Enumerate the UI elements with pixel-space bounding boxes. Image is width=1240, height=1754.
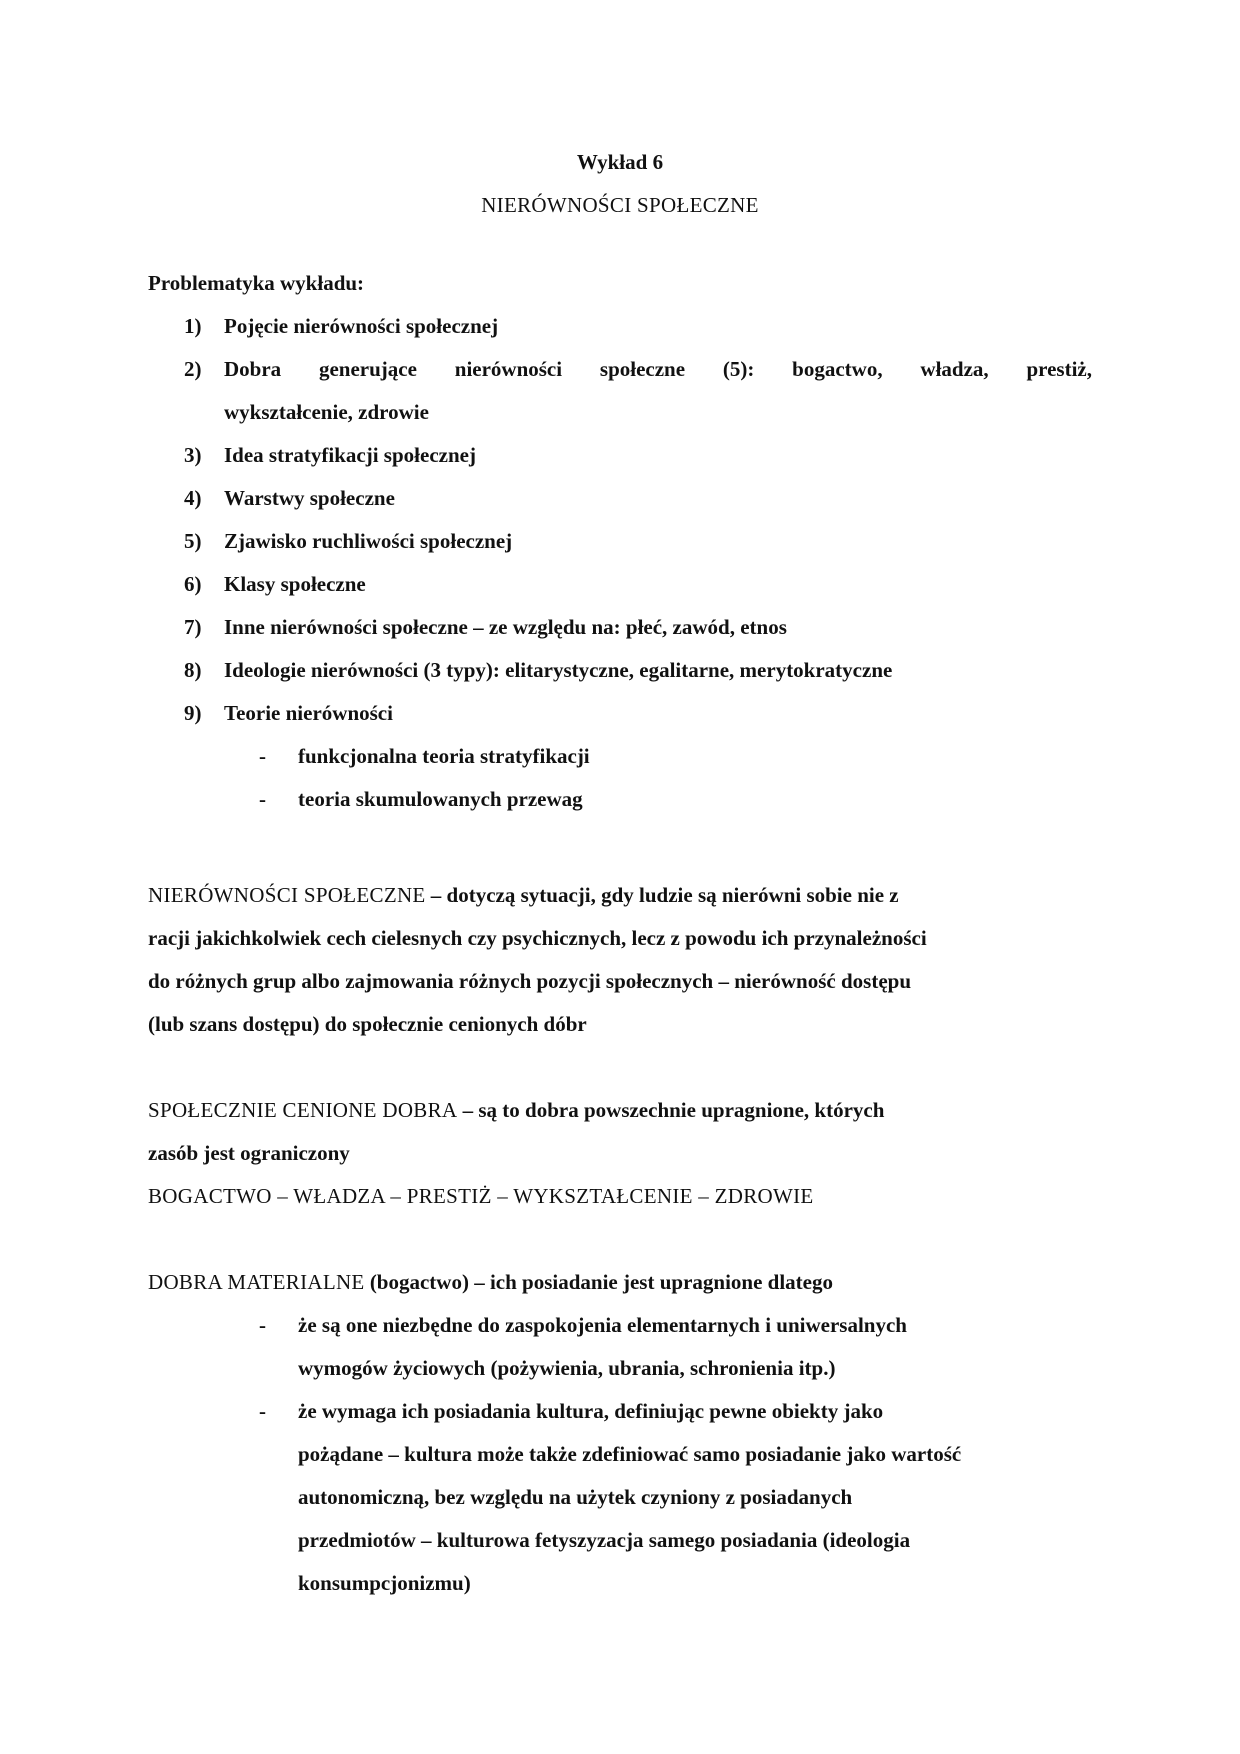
list-text-line: wykształcenie, zdrowie bbox=[224, 400, 429, 424]
list-text: Pojęcie nierówności społecznej bbox=[224, 314, 499, 338]
paragraph-line: racji jakichkolwiek cech cielesnych czy psychicznych, lecz z powodu ich przynależności bbox=[148, 926, 927, 950]
bullet-dash: - bbox=[259, 787, 266, 811]
sub-list-text: wymogów życiowych (pożywienia, ubrania, schronienia itp.) bbox=[298, 1356, 836, 1380]
bullet-dash: - bbox=[259, 1313, 266, 1337]
paragraph-line bbox=[148, 874, 899, 917]
list-number: 5) bbox=[184, 529, 202, 553]
sub-list-text: konsumpcjonizmu) bbox=[298, 1571, 471, 1595]
list-text: Idea stratyfikacji społecznej bbox=[224, 443, 476, 467]
list-text: Teorie nierówności bbox=[224, 701, 393, 725]
topics-heading: Problematyka wykładu: bbox=[148, 271, 365, 295]
list-text-line: Dobra generujące nierówności społeczne (5): bogactwo, władza, prestiż, bbox=[224, 357, 1092, 381]
lecture-number: Wykład 6 bbox=[576, 150, 664, 174]
list-number: 9) bbox=[184, 701, 202, 725]
bullet-dash: - bbox=[259, 744, 266, 768]
paragraph-line bbox=[148, 1089, 884, 1132]
list-number: 6) bbox=[184, 572, 202, 596]
list-text: Zjawisko ruchliwości społecznej bbox=[224, 529, 513, 553]
definition-text: – dotyczą sytuacji, gdy ludzie są nierówni sobie nie z bbox=[425, 883, 899, 907]
definition-term: NIERÓWNOŚCI SPOŁECZNE bbox=[148, 883, 426, 907]
sub-list-text: funkcjonalna teoria stratyfikacji bbox=[298, 744, 590, 768]
list-number: 7) bbox=[184, 615, 202, 639]
definition-term: DOBRA MATERIALNE bbox=[148, 1270, 365, 1294]
sub-list-text: teoria skumulowanych przewag bbox=[298, 787, 583, 811]
list-text: Warstwy społeczne bbox=[224, 486, 395, 510]
definition-term: SPOŁECZNIE CENIONE DOBRA bbox=[148, 1098, 458, 1122]
definition-text: – są to dobra powszechnie upragnione, których bbox=[457, 1098, 885, 1122]
definition-text: (bogactwo) – ich posiadanie jest upragnione dlatego bbox=[364, 1270, 833, 1294]
list-number: 3) bbox=[184, 443, 202, 467]
list-number: 1) bbox=[184, 314, 202, 338]
list-number: 2) bbox=[184, 357, 202, 381]
paragraph-line: do różnych grup albo zajmowania różnych pozycji społecznych – nierówność dostępu bbox=[148, 969, 911, 993]
sub-list-text: przedmiotów – kulturowa fetyszyzacja samego posiadania (ideologia bbox=[298, 1528, 911, 1552]
sub-list-text: pożądane – kultura może także zdefiniować samo posiadanie jako wartość bbox=[298, 1442, 962, 1466]
sub-list-text: że są one niezbędne do zaspokojenia elementarnych i uniwersalnych bbox=[298, 1313, 907, 1337]
list-number: 8) bbox=[184, 658, 202, 682]
list-number: 4) bbox=[184, 486, 202, 510]
paragraph-line: zasób jest ograniczony bbox=[148, 1141, 350, 1165]
list-text: Inne nierówności społeczne – ze względu na: płeć, zawód, etnos bbox=[224, 615, 787, 639]
paragraph-line bbox=[148, 1261, 833, 1304]
paragraph-line: (lub szans dostępu) do społecznie cenionych dóbr bbox=[148, 1012, 587, 1036]
sub-list-text: że wymaga ich posiadania kultura, definiując pewne obiekty jako bbox=[298, 1399, 884, 1423]
goods-list-line: BOGACTWO – WŁADZA – PRESTIŻ – WYKSZTAŁCENIE – ZDROWIE bbox=[148, 1184, 814, 1208]
list-text: Ideologie nierówności (3 typy): elitarystyczne, egalitarne, merytokratyczne bbox=[224, 658, 893, 682]
bullet-dash: - bbox=[259, 1399, 266, 1423]
page-title: NIERÓWNOŚCI SPOŁECZNE bbox=[481, 193, 759, 217]
list-text: Klasy społeczne bbox=[224, 572, 366, 596]
sub-list-text: autonomiczną, bez względu na użytek czyniony z posiadanych bbox=[298, 1485, 853, 1509]
